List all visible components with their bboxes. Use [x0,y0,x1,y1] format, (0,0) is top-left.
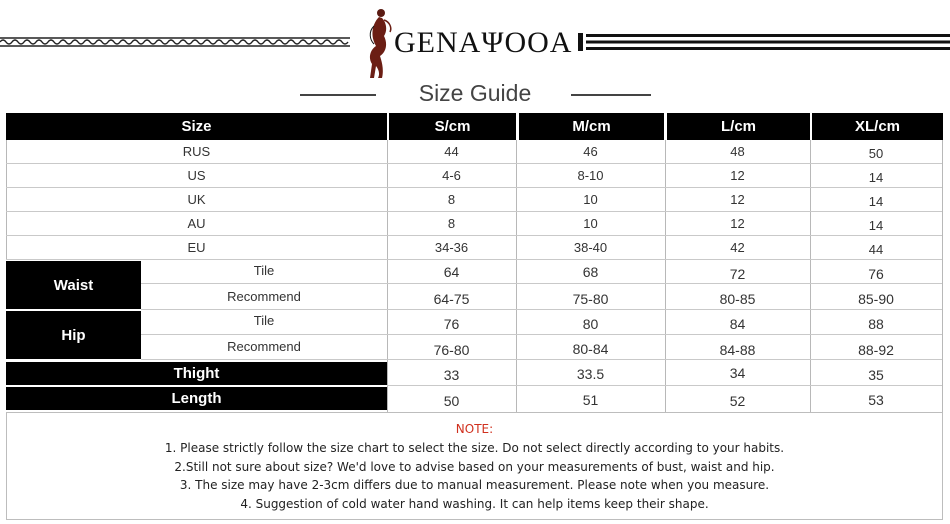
table-cell: 10 [516,212,665,236]
header-size-l: L/cm [667,113,810,140]
table-cell: 8-10 [516,164,665,188]
table-cell: 84 [665,310,810,335]
table-cell: 64 [387,260,516,284]
table-cell: 80-85 [665,284,810,310]
table-cell: 80-84 [516,335,665,360]
brand-header [0,0,950,80]
table-cell: 4-6 [387,164,516,188]
table-cell: 50 [443,392,460,409]
logo-figure-icon [364,6,396,80]
note-line: 4. Suggestion of cold water hand washing. It can help items keep their shape. [240,496,709,511]
note-line: 3. The size may have 2-3cm differs due to manual measurement. Please note when you measure. [179,478,770,492]
row-label: Recommend [141,335,387,360]
table-cell: 42 [665,236,810,260]
table-cell: 68 [516,260,665,284]
table-cell: 14 [810,212,942,236]
header-size-xl: XL/cm [812,113,943,140]
group-label-hip: Hip [6,311,141,359]
table-cell: 14 [810,164,942,188]
table-cell: 33 [387,360,516,386]
table-cell: 35 [810,360,942,386]
table-cell: 80 [516,310,665,335]
size-guide-title-row [0,80,950,108]
row-label-length: Length [6,387,387,410]
table-cell: 10 [516,188,665,212]
table-cell: 44 [387,140,516,164]
title-rule-left [300,94,376,96]
header-size-s: S/cm [389,113,516,140]
page-title: Size Guide [418,80,532,106]
row-label: EU [6,236,387,260]
table-cell: 48 [665,140,810,164]
stripe-decoration-right [578,33,950,51]
row-label: US [6,164,387,188]
table-cell: 51 [582,392,599,408]
table-cell: 85-90 [810,284,942,310]
grid-line [942,140,943,412]
row-label: Recommend [141,284,387,310]
table-cell: 34-36 [387,236,516,260]
note-line: 1. Please strictly follow the size chart to select the size. Do not select directly according to your habits. [164,441,785,455]
table-cell: 14 [810,188,942,212]
note-line: 2.Still not sure about size? We'd love to advise based on your measurements of bust, waist and hip. [174,459,775,474]
table-cell: 8 [387,212,516,236]
table-cell: 12 [665,164,810,188]
note-heading: NOTE: [455,422,494,436]
group-label-waist: Waist [6,261,141,309]
table-cell: 75-80 [516,284,665,310]
table-cell: 76-80 [387,335,516,360]
brand-name: GENAΨOOA [394,26,573,59]
table-cell: 8 [387,188,516,212]
row-label-thight: Thight [6,362,387,385]
table-cell: 76 [387,310,516,335]
row-label: Tile [141,310,387,335]
table-cell: 53 [868,391,884,408]
table-cell: 52 [729,393,746,409]
note-box [6,412,943,520]
table-cell: 34 [665,360,810,386]
table-cell: 76 [810,260,942,284]
row-label: Tile [141,260,387,284]
table-cell: 12 [665,212,810,236]
title-rule-right [571,94,651,96]
table-cell: 50 [810,140,942,164]
table-cell: 44 [810,236,942,260]
rope-decoration-left [0,36,350,48]
table-cell: 33.5 [516,360,665,386]
table-cell: 88-92 [810,335,942,360]
header-size-m: M/cm [519,113,664,140]
table-cell: 88 [810,310,942,335]
row-label: RUS [6,140,387,164]
table-cell: 64-75 [387,284,516,310]
table-cell: 72 [665,260,810,284]
header-size-label: Size [6,113,387,140]
table-cell: 38-40 [516,236,665,260]
row-label: UK [6,188,387,212]
row-label: AU [6,212,387,236]
table-cell: 12 [665,188,810,212]
table-cell: 46 [516,140,665,164]
table-cell: 84-88 [665,335,810,360]
